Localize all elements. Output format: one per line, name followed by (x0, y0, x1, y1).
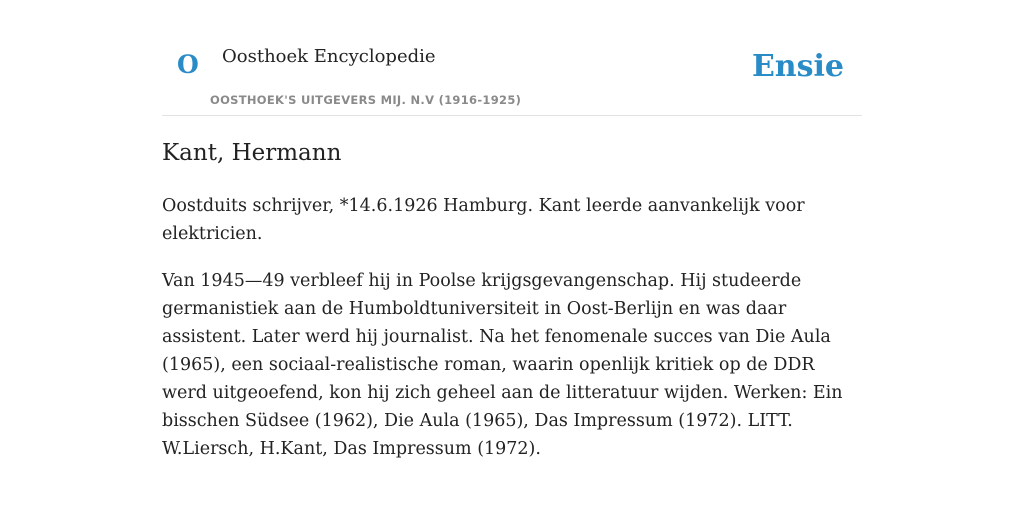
publication-title-link[interactable]: Oosthoek Encyclopedie (222, 46, 436, 67)
entry-paragraph-1: Oostduits schrijver, *14.6.1926 Hamburg. Kant leerde aanvankelijk voor elektricien. (162, 196, 805, 244)
entry-paragraph-2: Van 1945—49 verbleef hij in Poolse krijgsgevangenschap. Hij studeerde germanistiek aan de Humboldtuniversiteit in Oost-Berlijn en was daar assistent. Later werd hij journalist. Na het fenomenale succes van Die Aula (1965), een sociaal-realistische roman, waarin openlijk kritiek op de DDR werd uitgeoefend, kon hij zich geheel aan de litteratuur wijden. Werken: Ein bisschen Südsee (1962), Die Aula (1965), Das Impressum (1972). LITT. W.Liersch, H.Kant, Das Impressum (1972). (162, 271, 843, 459)
ensie-logo-link[interactable]: Ensie (751, 49, 844, 84)
entry-card (162, 0, 862, 459)
entry-body (162, 192, 862, 482)
publisher-label: OOSTHOEK'S UITGEVERS MIJ. N.V (1916-1925) (210, 93, 522, 107)
entry-title: Kant, Hermann (162, 140, 342, 166)
publication-header (162, 0, 862, 116)
publication-logo[interactable]: O (177, 50, 199, 79)
